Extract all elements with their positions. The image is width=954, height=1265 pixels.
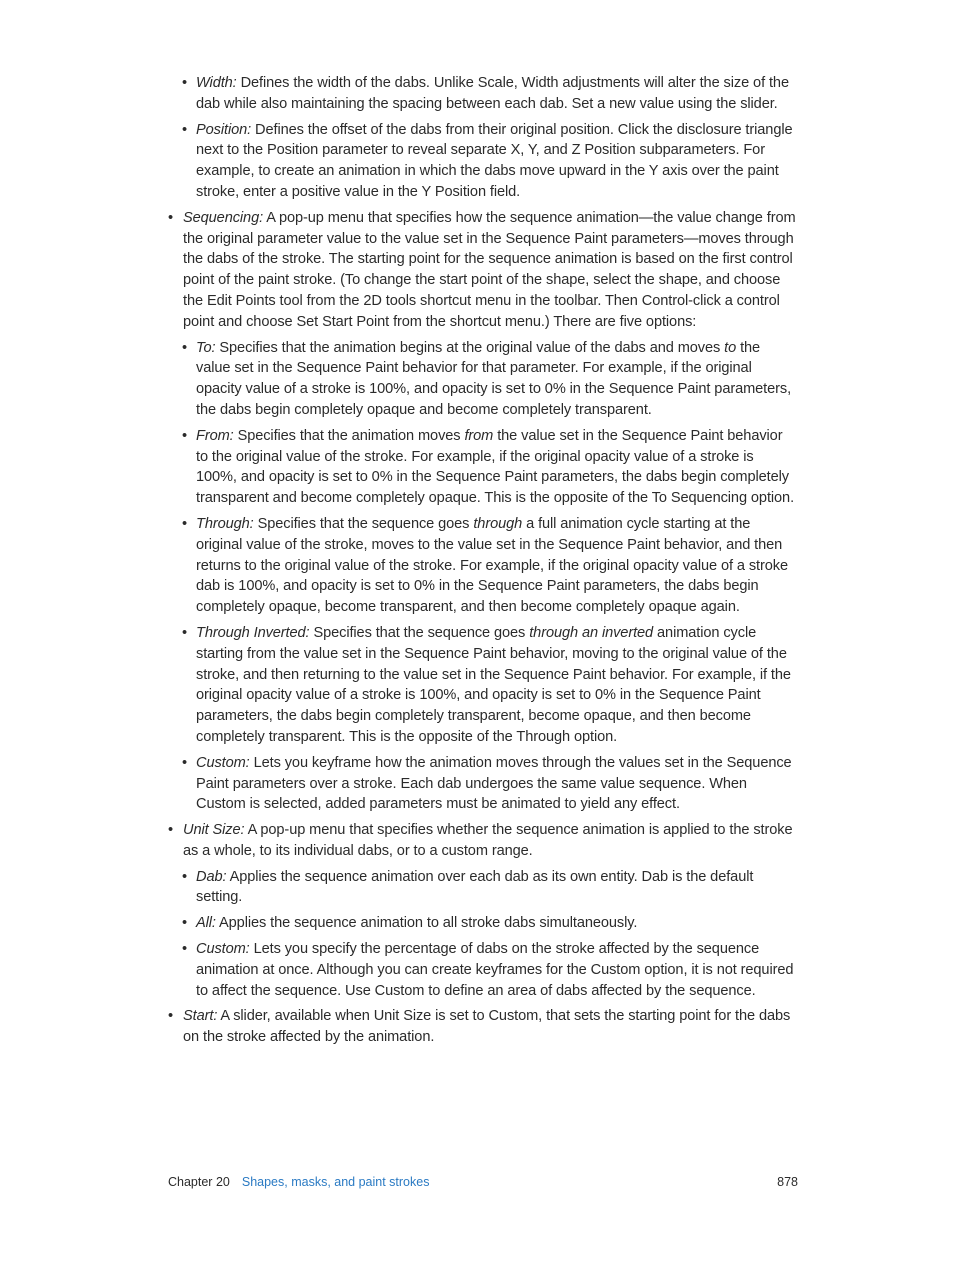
description: Lets you specify the percentage of dabs on the stroke affected by the sequence animation at once. Although you can create keyframes for the Custom option, it is not required to affect the sequence. Use Custom to define an area of dabs affected by the sequence. <box>196 941 794 999</box>
description: Specifies that the sequence goes <box>253 515 474 532</box>
description: the value set in the Sequence Paint behavior for that parameter. For example, if the original opacity value of a stroke is 100%, and opacity is set to 0% in the Sequence Paint parameters, the dabs begin completely opaque and become completely transparent. <box>196 339 792 418</box>
term: All: <box>196 915 216 932</box>
chapter-label: Chapter 20 <box>168 1175 230 1189</box>
description: the value set in the Sequence Paint behavior to the original value of the stroke. For example, if the original opacity value of a stroke is 100%, and opacity is set to 0% in the Sequence Paint parameters, the dabs begin completely transparent and become completely opaque. This is the opposite of the To Sequencing option. <box>196 427 795 507</box>
term: Custom: <box>196 754 250 771</box>
term: Start: <box>183 1008 218 1025</box>
bullet: • <box>182 427 188 444</box>
bullet: • <box>182 941 188 958</box>
description: animation cycle starting from the value set in the Sequence Paint behavior, moving to the original value of the stroke, and then returning to the value set in the Sequence Paint behavior. For example, if the original opacity value of a stroke is 100%, and opacity is set to 0% in the Sequence Paint parameters, the dabs begin completely transparent, become opaque, and then become completely transparent. This is the opposite of the Through option. <box>196 624 791 745</box>
emphasis: from <box>464 427 494 444</box>
term: Through: <box>196 515 254 532</box>
bullet: • <box>168 1008 174 1025</box>
emphasis: through <box>473 515 523 532</box>
emphasis: to <box>724 339 737 356</box>
term: Through Inverted: <box>196 624 310 641</box>
description: Defines the offset of the dabs from their original position. Click the disclosure triangle next to the Position parameter to reveal separate X, Y, and Z Position subparameters. For example, to create an animation in which the dabs move upward in the Y axis over the paint stroke, enter a positive value in the Y Position field. <box>196 121 793 200</box>
list-item-position <box>168 120 798 203</box>
term: Sequencing: <box>183 209 264 226</box>
term: From: <box>196 427 234 444</box>
term: Custom: <box>196 941 250 958</box>
list-item-start <box>168 1006 798 1048</box>
description: Specifies that the sequence goes <box>309 624 530 641</box>
list-item-through-inverted <box>168 623 798 748</box>
list-item-sequencing <box>168 208 798 333</box>
emphasis: through an inverted <box>529 624 654 641</box>
page-footer <box>168 1172 798 1192</box>
bullet: • <box>182 624 188 641</box>
list-item-dab <box>168 867 798 909</box>
term: Dab: <box>196 868 227 885</box>
description: Applies the sequence animation over each dab as its own entity. Dab is the default setting. <box>196 868 754 906</box>
list-item-custom-unit <box>168 939 798 1001</box>
bullet: • <box>168 822 174 839</box>
description: Specifies that the animation moves <box>233 427 465 444</box>
description: A pop-up menu that specifies whether the sequence animation is applied to the stroke as a whole, to its individual dabs, or to a custom range. <box>183 822 793 859</box>
description: A pop-up menu that specifies how the sequence animation—the value change from the original parameter value to the value set in the Sequence Paint parameters—moves through the dabs of the stroke. The starting point for the sequence animation is based on the first control point of the paint stroke. (To change the start point of the shape, select the shape, and choose the Edit Points tool from the 2D tools shortcut menu in the toolbar. Then Control-click a control point and choose Set Start Point from the shortcut menu.) There are five options: <box>183 209 796 330</box>
bullet: • <box>182 515 188 532</box>
bullet: • <box>182 915 188 932</box>
bullet: • <box>182 339 188 356</box>
description: Defines the width of the dabs. Unlike Scale, Width adjustments will alter the size of the dab while also maintaining the spacing between each dab. Set a new value using the slider. <box>196 75 789 112</box>
description: a full animation cycle starting at the original value of the stroke, moves to the value set in the Sequence Paint behavior, and then returns to the original value of the stroke. For example, if the original opacity value of a stroke dab is 100%, and opacity is set to 0% in the Sequence Paint parameters, the dabs begin completely opaque, become transparent, and then become completely opaque again. <box>196 515 789 616</box>
list-item-to <box>168 338 798 421</box>
description: Lets you keyframe how the animation moves through the values set in the Sequence Paint parameters over a stroke. Each dab undergoes the same value sequence. When Custom is selected, added parameters must be animated to yield any effect. <box>196 754 792 813</box>
list-item-through <box>168 514 798 618</box>
list-item-width <box>168 73 798 115</box>
page-number: 878 <box>777 1175 798 1189</box>
list-item-all <box>168 913 798 934</box>
description: Applies the sequence animation to all stroke dabs simultaneously. <box>215 915 638 932</box>
bullet: • <box>182 121 188 138</box>
term: Position: <box>196 121 252 138</box>
term: Unit Size: <box>183 822 245 839</box>
list-item-from <box>168 426 798 509</box>
term: To: <box>196 339 216 356</box>
bullet: • <box>182 754 188 771</box>
chapter-title-link[interactable]: Shapes, masks, and paint strokes <box>241 1175 430 1189</box>
document-body <box>168 73 798 1053</box>
list-item-unit-size <box>168 820 798 862</box>
term: Width: <box>196 75 237 91</box>
description: Specifies that the animation begins at the original value of the dabs and moves <box>215 339 725 356</box>
list-item-custom-sequencing <box>168 753 798 815</box>
bullet: • <box>182 868 188 885</box>
bullet: • <box>182 75 188 91</box>
bullet: • <box>168 209 174 226</box>
description: A slider, available when Unit Size is set to Custom, that sets the starting point for the dabs on the stroke affected by the animation. <box>183 1008 791 1046</box>
